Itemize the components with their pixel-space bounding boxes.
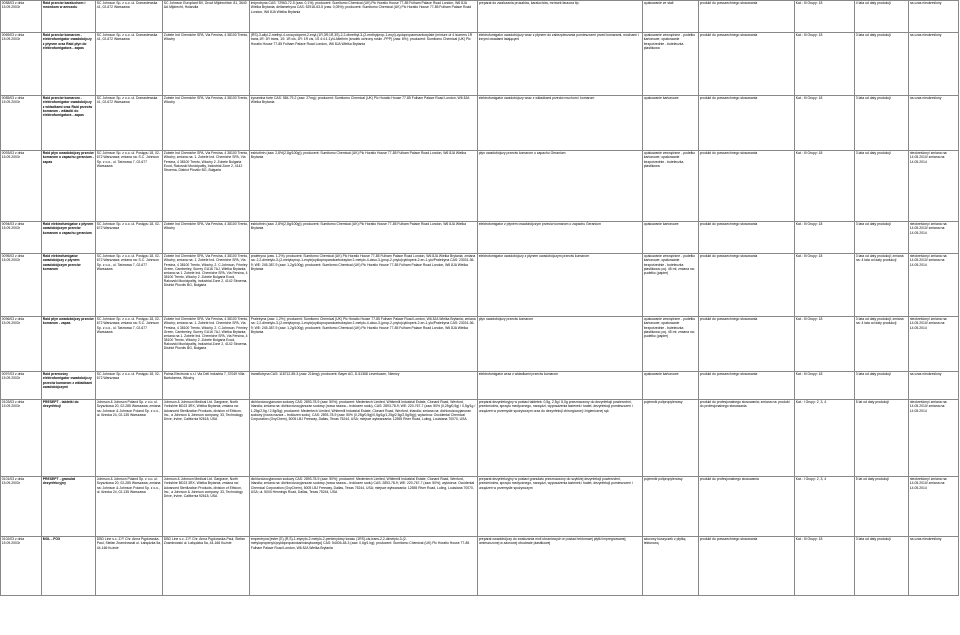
reg-number-cell: 0094/03 z dnia 15.09.2003r <box>1 222 42 254</box>
validity-cell: na czas nieokreślony <box>909 372 959 400</box>
user-category-cell: produkt do profesjonalnego stosowania; zmiana na: produkt do profesjonalnego stosowania <box>699 400 795 477</box>
shelf-life-cell: 3 lata od daty produkcji <box>855 33 909 96</box>
product-name-cell: Raid płyn owadobójczy przeciw komarom - zapas <box>42 317 96 372</box>
table-row <box>1 96 959 151</box>
shelf-life-cell: 3 lata od daty produkcji; zmiana na: 4 lata od daty produkcji <box>855 317 909 372</box>
shelf-life-cell: 3 lata od daty produkcji; zmiana na: 4 lata od daty produkcji <box>855 254 909 317</box>
category-group-cell: Kat.: III Grupy: 18 <box>795 222 855 254</box>
packaging-cell: pojemnik polipropylenowy <box>643 400 699 477</box>
purpose-cell: elektrofumigator wraz z wkładkami przeciw komarom <box>478 372 643 400</box>
purpose-cell: elektrofumigator owadobójczy wraz z płynem do zabezpieczania pomieszczeń przed komarami, muchami i innymi owadami latającymi <box>478 33 643 96</box>
active-substance-cell: empentryna [ester (E)-(R,S)-1-etynylo-2-metylo-2-pentenylowy kwasu (1RS)-cis-trans-2,2-dimetylo-3-(2-metylopropenylo)cyklopropanokarboksylowego] CAS: 54406-48-3 (zaw. 0,6g/1 kg); producent: Sumitomo Chemical (UK) Plc Horatio House 77-85 Fulham Palace Road London, W6 8JA Wielka Brytania <box>250 537 478 596</box>
user-category-cell: produkt do powszechnego stosowania <box>699 254 795 317</box>
active-substance-cell: dichloroizocyjanuran sodowy CAS: 2893-78-9 (zaw. 50%); producent: Medentech Limited, Whitemill Industrial Estate, Clonard Road, Wexford, Irlandia; zmiana na: dichloroizocyjanuran sodowy (nowa nazwa – troklozen sodu) CAS: 2893-78-9; WE: 220-767-7 (zaw. 50%); wytwórca: Occidental Chemical Corporation (OxyChem), 5005 LBJ Freeway, Dallas, Texas 75244, USA; miejsce wytwarzania: 12555 River Road, Luling, Louisiana 70070, USA; ul. 5000 Hennings Road, Dallas, Texas 75244, USA <box>250 477 478 537</box>
table-row <box>1 400 959 477</box>
packaging-cell: opakowanie zewnętrzne - pudełko kartonowe; opakowanie bezpośrednie - buteleczka plastikowa; poj. 45 ml; zmiana na: pudełko (papier) <box>643 254 699 317</box>
purpose-cell: elektrofumigator owadobójczy wraz z wkładkami przeciw muchom i komarom <box>478 96 643 151</box>
product-name-cell: Raid płyn owadobójczy przeciw komarom o zapachu geranium - zapas <box>42 151 96 222</box>
manufacturer-cell: Zobele Ind Chemiche SPA, Via Fersina, 4 38100 Trento, Włochy <box>163 33 250 96</box>
validity-cell: na czas nieokreślony <box>909 1 959 33</box>
shelf-life-cell: 5 lat od daty produkcji <box>855 477 909 537</box>
packaging-cell: pojemnik polipropylenowy <box>643 477 699 537</box>
product-name-cell: MOL - FOX <box>42 537 96 596</box>
user-category-cell: produkt do profesjonalnego stosowania <box>699 477 795 537</box>
reg-number-cell: 0095/03 z dnia 15.09.2003r <box>1 254 42 317</box>
table-row <box>1 1 959 33</box>
reg-number-cell: 0096/03 z dnia 15.09.2003r <box>1 317 42 372</box>
packaging-cell: opakowanie kartonowe <box>643 222 699 254</box>
user-category-cell: produkt do powszechnego stosowania <box>699 151 795 222</box>
user-category-cell: produkt do powszechnego stosowania <box>699 222 795 254</box>
packaging-cell: opakowanie zewnętrzne - pudełko kartonowe; opakowanie bezpośrednie - buteleczka plastikowa <box>643 33 699 96</box>
shelf-life-cell: 3 lata od daty produkcji <box>855 151 909 222</box>
shelf-life-cell: 3 lata od daty produkcji <box>855 96 909 151</box>
product-name-cell: Raid elektrofumigator z płynem owadobójczym przeciw komarom o zapachu geranium <box>42 222 96 254</box>
user-category-cell: produkt do powszechnego stosowania <box>699 537 795 596</box>
registrant-cell: SC Johnson Sp. z o.o. ul. Postępu 18, 02-672 Warszawa; zmiana na: S.C. Johnson Sp. z o.o., ul. Taśmowa 7, 02-677 Warszawa <box>96 317 163 372</box>
registrant-cell: SC Johnson Sp. z o.o. ul. Postępu 18, 02-672 Warszawa <box>96 222 163 254</box>
packaging-cell: opakowanie kartonowe <box>643 372 699 400</box>
user-category-cell: produkt do powszechnego stosowania <box>699 1 795 33</box>
reg-number-cell: 0101/03 z dnia 15.09.2003r <box>1 477 42 537</box>
table-row <box>1 317 959 372</box>
manufacturer-cell: SC Johnson Europlant BV, Groot Mijdrechtstr. 81, 3640 AA Mijdrecht, Holandia <box>163 1 250 33</box>
category-group-cell: Kat.: III Grupy: 18 <box>795 1 855 33</box>
category-group-cell: Kat.: III Grupy: 18 <box>795 317 855 372</box>
purpose-cell: preparat dezynfekcyjny w postaci tabletek: 0,5g, 2,5g i 5,0g przeznaczony do dezynfekcji powierzchni, przedmiotów, sprzętu medycznego, narzędzi, wyposażenia łazienek i toalet, dezynfekcji pomieszczeń i urządzeń w przemyśle spożywczym oraz do dezynfekcji chirurgicznej i higienicznej rąk <box>478 400 643 477</box>
active-substance-cell: Praletryna (zaw. 1,2%); producent: Sumitomo Chemical (UK) Plc Horatio House 77-85 Fulham Palace Road London, W6 8JA Wielka Brytania; zmiana na: 2,2-dimetylo-3-(2-metyloprop-1-enylo)cyklopropanokarboksylan 2-metylo-4-okso-3-(prop-2-ynylo)cyklopent-2-en-1-ylu/Praletryna CAS: 23031-36-9; WE: 245-387-9 (zaw. 1,2g/100g); producent: Sumitomo Chemical (UK) Plc Horatio House 77-85 Fulham Palace Road London, W6 8JA Wielka Brytania <box>250 317 478 372</box>
user-category-cell: produkt do powszechnego stosowania <box>699 317 795 372</box>
registry-rows <box>1 1 959 596</box>
validity-cell: nieokreślony/ zmiana na: 14.05.2010/ zmiana na: 14.05.2014 <box>909 400 959 477</box>
manufacturer-cell: Johnson & Johnson Medical Ltd. Gargrave, North Yorkshire BD23 3RX, Wielka Brytania; zmiana na: Advanced Sterilization Products, division of Ethicon, Inc., a Johnson & Johnson company, 33, Technology Drive, Irvine, California 92618, USA <box>163 477 250 537</box>
manufacturer-cell: Zobele Ind Chemiche SPA, Via Fersina, 4 38100 Trento, Włochy <box>163 96 250 151</box>
registrant-cell: SC Johnson Sp. z o.o. ul. Postępu 18, 02-672 Warszawa; zmiana na: S.C. Johnson Sp. z o.o., ul. Taśmowa 7, 02-677 Warszawa <box>96 151 163 222</box>
active-substance-cell: dichloroizocyjanuran sodowy CAS: 2893-78-9 (zaw. 50%); producent: Medentech Limited, Whitemill Industrial Estate, Clonard Road, Wexford, Irlandia; zmiana na: dichloroizocyjanuran sodowy (nowa nazwa – troklozen sodu), CAS: 2893-78-9; WE: 220-767-7 (zaw. 50% (0,25g/0,5g) / 0,5g/1g / 1,25g/2,5g / 2,5g/5g); producent: Medentech Limited, Whitemill Industrial Estate, Clonard Road, Wexford, Irlandia; zmiana na: dichloroizocyjanuran sodowy (nowa nazwa – troklozen sodu), CAS: 2893-78-9 (zaw. 50% (0,25g/0,5g)/0,5g/1g/1,25g/2,5g/2,5g/5g)); wytwórca: Occidental Chemical Corporation (OxyChem), 5005 LBJ Freeway, Dallas, Texas 75244, USA; miejsce wytwarzania: 12555 River Road, Luling, Louisiana 70070, USA <box>250 400 478 477</box>
product-name-cell: Raid przenośny elektrofumigator owadobójczy przeciw komarom z wkładkami owadobójczymi <box>42 372 96 400</box>
validity-cell: nieokreślony/ zmiana na: 14.05.2010/ zmiana na: 14.05.2014 <box>909 317 959 372</box>
active-substance-cell: transflutryna CAS: 118712-89-3 (zaw. 216mg); producent: Bayer AG, D-51368 Leverkusen, Niemcy <box>250 372 478 400</box>
category-group-cell: Kat.: III Grupy: 18 <box>795 372 855 400</box>
validity-cell: nieokreślony/ zmiana na: 14.05.2010/ zmiana na: 14.05.2014 <box>909 222 959 254</box>
packaging-cell: ażurowy koszyczek z płytką tekturową <box>643 537 699 596</box>
table-row <box>1 537 959 596</box>
registrant-cell: SC Johnson Sp. z o.o. ul. Domaniewska 41, 02-672 Warszawa <box>96 1 163 33</box>
manufacturer-cell: Johnson & Johnson Medical Ltd. Gargrave, North Yorkshire BD23 3RX, Wielka Brytania; zmiana na: Advanced Sterilization Products, division of Ethicon, Inc., a Johnson & Johnson company, 33, Technology Drive, Irvine, California 92618, USA <box>163 400 250 477</box>
shelf-life-cell: 3 lata od daty produkcji <box>855 222 909 254</box>
table-row <box>1 33 959 96</box>
user-category-cell: produkt do powszechnego stosowania <box>699 33 795 96</box>
shelf-life-cell: 4 lata od daty produkcji <box>855 1 909 33</box>
validity-cell: na czas nieokreślony <box>909 96 959 151</box>
shelf-life-cell: 3 lata od daty produkcji <box>855 372 909 400</box>
manufacturer-cell: Zobele Ind Chemiche SPA, Via Fersina, 4 38100 Trento, Włochy; zmiana na: 1. Zobele Ind. Chemiche SPA, Via Fersina, 4 38100 Trento, Włochy 2. Zobele Bulgaria Eood, Rakovski Municipality, Industrial Zone 2, 4142 Stroema, District Plovdiv BG, Bułgaria <box>163 151 250 222</box>
reg-number-cell: 0102/03 z dnia 15.09.2003r <box>1 537 42 596</box>
purpose-cell: preparat do zwalczania prusaków, karaluchów, mrówek faraona itp. <box>478 1 643 33</box>
user-category-cell: produkt do powszechnego stosowania <box>699 372 795 400</box>
shelf-life-cell: 3 lata od daty produkcji <box>855 537 909 596</box>
manufacturer-cell: Zobele Ind Chemiche SPA, Via Fersina, 4 38100 Trento, Włochy <box>163 222 250 254</box>
manufacturer-cell: Zobele Ind Chemiche SPA, Via Fersina, 4 38100 Trento, Włochy; zmiana na: 1. Zobele Ind. Chemiche SPA, Via Fersina, 4 38100 Trento, Włochy, 2. C.Johnson, Frimley Green, Camberley, Surrey GU16 7AJ, Wielka Brytania; zmiana na 1. Zobele Ind. Chemiche SPA, Via Fersina, 4 38100 Trento, Włochy 2. Zobele Bulgaria Eood, Rakovski Municipality, Industrial Zone 2, 4142 Stroema, District Plovdiv BG, Bułgaria <box>163 317 250 372</box>
purpose-cell: preparat owadobójczy do zwalczania moli ubraniowych w postaci tekturowej płytki impregnowanej, umieszczonej w ażurowej obudowie plastikowej <box>478 537 643 596</box>
product-name-cell: Raid elektrofumigator owadobójczy z płynem owadobójczym przeciw komarom <box>42 254 96 317</box>
registrant-cell: SC Johnson Sp. z o.o. ul. Postępu 18, 02-672 Warszawa; zmiana na: S.C. Johnson Sp. z o.o., ul. Taśmowa 7, 02-677 Warszawa <box>96 254 163 317</box>
product-name-cell: PRESEPT - granulat dezynfekcyjny <box>42 477 96 537</box>
product-name-cell: PRESEPT - tabletki do dezynfekcji <box>42 400 96 477</box>
validity-cell: na czas nieokreślony <box>909 33 959 96</box>
packaging-cell: opakowanie zewnętrzne - pudełko kartonowe; opakowanie bezpośrednie - buteleczka plastikowa <box>643 151 699 222</box>
purpose-cell: elektrofumigator z płynem owadobójczym przeciw komarom o zapachu Geranium <box>478 222 643 254</box>
purpose-cell: preparat dezynfekcyjny w postaci granulatu przeznaczony do szybkiej dezynfekcji powierzchni, przedmiotów, sprzętu medycznego, narzędzi, wyposażenia łazienek i toalet, dezynfekcji pomieszczeń i urządzeń w przemyśle spożywczym <box>478 477 643 537</box>
reg-number-cell: 0069/03 z dnia 15.09.2003r <box>1 33 42 96</box>
table-row <box>1 477 959 537</box>
registrant-cell: Johnson & Johnson Poland Sp. z o.o. ul. Szyszkowa 20, 02-285 Warszawa; zmiana na: Johnson & Johnson Poland Sp. z o.o., ul. Iłżecka 24, 02-135 Warszawa <box>96 477 163 537</box>
category-group-cell: Kat.: III Grupy: 18 <box>795 33 855 96</box>
category-group-cell: Kat.: I Grupy: 2, 3, 4 <box>795 477 855 537</box>
active-substance-cell: żynamina forte CAS: 584-79-2 (zaw. 27mg); producent: Sumitomo Chemical (UK) Plc Horatio House 77-85 Fulham Palace Road London, W6 8JA Wielka Brytania <box>250 96 478 151</box>
registrant-cell: Johnson & Johnson Poland Sp. z o.o. ul. Szyszkowa 20, 02-285 Warszawa; zmiana na: Johnson & Johnson Poland Sp. z o.o., ul. Iłżecka 24, 02-135 Warszawa <box>96 400 163 477</box>
category-group-cell: Kat.: III Grupy: 18 <box>795 537 855 596</box>
product-name-cell: Raid przeciw komarom - elektrofumigator owadobójczy z wkładkami oraz Raid przeciw komarom - wkładki do elektrofumigatora - zapas <box>42 96 96 151</box>
validity-cell: nieokreślony/ zmiana na: 14.05.2010/ zmiana na: 14.05.2014 <box>909 151 959 222</box>
packaging-cell: opakowanie zewnętrzne - pudełko kartonowe; opakowanie bezpośrednie - buteleczka plastikowa; poj. 45 ml; zmiana na: pudełko (papier) <box>643 317 699 372</box>
product-name-cell: Raid przeciw komarom - elektrofumigator owadobójczy z płynem oraz Raid płyn do elektrofumigatora - zapas <box>42 33 96 96</box>
validity-cell: na czas nieokreślony <box>909 537 959 596</box>
reg-number-cell: 0058/03 z dnia 15.09.2003r <box>1 1 42 33</box>
purpose-cell: płyn owadobójczy przeciw komarom <box>478 317 643 372</box>
registrant-cell: SC Johnson Sp. z o.o. ul. Domaniewska 41, 02-672 Warszawa <box>96 96 163 151</box>
purpose-cell: płyn owadobójczy przeciw komarom o zapachu Geranium <box>478 151 643 222</box>
table-row <box>1 151 959 222</box>
reg-number-cell: 0103/03 z dnia 15.09.2003r <box>1 400 42 477</box>
packaging-cell: opakowanie kartonowe <box>643 96 699 151</box>
category-group-cell: Kat.: III Grupy: 18 <box>795 151 855 222</box>
purpose-cell: elektrofumigator owadobójczy z płynem owadobójczym przeciw komarom <box>478 254 643 317</box>
registrant-cell: DBD Line s.c. Z.P. Chr. Anna Pępkowska-Paul, Stefan Znamirowski ul. Łabędzka 5a, 44-166 Kuźnie <box>96 537 163 596</box>
shelf-life-cell: 5 lat od daty produkcji <box>855 400 909 477</box>
active-substance-cell: esbiothrin (zaw. 2,8%(2,8g/100g)); producent: Sumitomo Chemical (UK) Plc Horatio House 77-85 Fulham Palace Road London, W6 8JA Wielka Brytania <box>250 222 478 254</box>
packaging-cell: opakowanie ze stali <box>643 1 699 33</box>
active-substance-cell: imiprotryna CAS: 72963-72-5 (zaw. 0,1%); producent: Sumitomo Chemical (UK) Plc Horatio House 77-85 Fulham Palace Road London, W6 8JA Wielka Brytania; deltametryna CAS: 52918-63-5 (zaw. 0,05%); producent: Sumitomo Chemical (UK) Plc Horatio House 77-85 Fulham Palace Road London, W6 8JA Wielka Brytania <box>250 1 478 33</box>
active-substance-cell: esbiothrin (zaw. 2,8%(2,8g/100g)); producent: Sumitomo Chemical (UK) Plc Horatio House 77-85 Fulham Palace Road London, W6 8JA Wielka Brytania <box>250 151 478 222</box>
validity-cell: nieokreślony/ zmiana na: 14.05.2010/ zmiana na: 14.05.2014 <box>909 254 959 317</box>
category-group-cell: Kat.: I Grupy: 2, 3, 4 <box>795 400 855 477</box>
table-row <box>1 222 959 254</box>
user-category-cell: produkt do powszechnego stosowania <box>699 96 795 151</box>
manufacturer-cell: DBD Line s.c. Z.P. Chr. Anna Pępkowska-Paul, Stefan Znamirowski ul. Łabędzka 5a, 44-166 Kuźnie <box>163 537 250 596</box>
table-row <box>1 372 959 400</box>
category-group-cell: Kat.: III Grupy: 18 <box>795 96 855 151</box>
active-substance-cell: praletryna (zaw. 1,2%); producent: Sumitomo Chemical (UK) Plc Horatio House 77-85 Fulham Palace Road London, W6 8JA Wielka Brytania; zmiana na: 2,2-dimetylo-3-(2-metyloprop-1-enylo)cyklopropanokarboksylan 2-metylo-4-okso-3-(prop-2-ynylo)cyklopent-2-en-1-ylu/Praletryna CAS: 23031-36-9; WE: 245-387-9 (zaw. 1,2g/100g); producent: Sumitomo Chemical (UK) Plc Horatio House 77-85 Fulham Palace Road London, W6 8JA Wielka Brytania <box>250 254 478 317</box>
registrant-cell: SC Johnson Sp. z o.o. ul. Domaniewska 41, 02-672 Warszawa <box>96 33 163 96</box>
manufacturer-cell: Zobele Ind Chemiche SPA, Via Fersina, 4 38100 Trento, Włochy; zmiana na: 1. Zobele Ind. Chemiche SPA, Via Fersina, 4 38100 Trento, Włochy, 2. C.Johnson, Frimley Green, Camberley, Surrey GU16 7AJ, Wielka Brytania; zmiana na 1. Zobele Ind. Chemiche SPA, Via Fersina, 4 38100 Trento, Włochy 2. Zobele Bulgaria Eood, Rakovski Municipality, Industrial Zone 2, 4142 Stroema, District Plovdiv BG, Bułgaria <box>163 254 250 317</box>
active-substance-cell: (RS)-3-allyl-2-methyl-4-oxocyclopent-2-enyl-(1R,3R;1R,3S)-2,2-dimethyl-3-(2-methylprop-1-enyl)-cyclopropanecarboxylate (mixture of 4 isomers 1R trans,1R: 1R trans, 1S: 1R cis, 1R: 1R cis, 1S 4:4:1:1)/d-Allethrin (środek ochrony roślin -PPP) (zaw. 6%); producent: Sumitomo Chemical (UK) Plc Horatio House 77-85 Fulham Palace Road London, W6 8JA Wielka Brytania <box>250 33 478 96</box>
reg-number-cell: 0093/03 z dnia 15.09.2003r <box>1 151 42 222</box>
category-group-cell: Kat.: III Grupy: 18 <box>795 254 855 317</box>
reg-number-cell: 0097/03 z dnia 15.09.2003r <box>1 372 42 400</box>
table-row <box>1 254 959 317</box>
reg-number-cell: 0085/03 z dnia 15.09.2003r <box>1 96 42 151</box>
registrant-cell: SC Johnson Sp. z o.o. ul. Postępu 18, 02-672 Warszawa <box>96 372 163 400</box>
product-name-cell: Raid przeciw karaluchom i mrówkom w aerozolu <box>42 1 96 33</box>
validity-cell: nieokreślony/ zmiana na: 14.05.2010/ zmiana na: 14.05.2014 <box>909 477 959 537</box>
manufacturer-cell: Palma Electronic s.r.l. Via Dell Industria 7, 37049 Villa Bartolomea, Włochy <box>163 372 250 400</box>
